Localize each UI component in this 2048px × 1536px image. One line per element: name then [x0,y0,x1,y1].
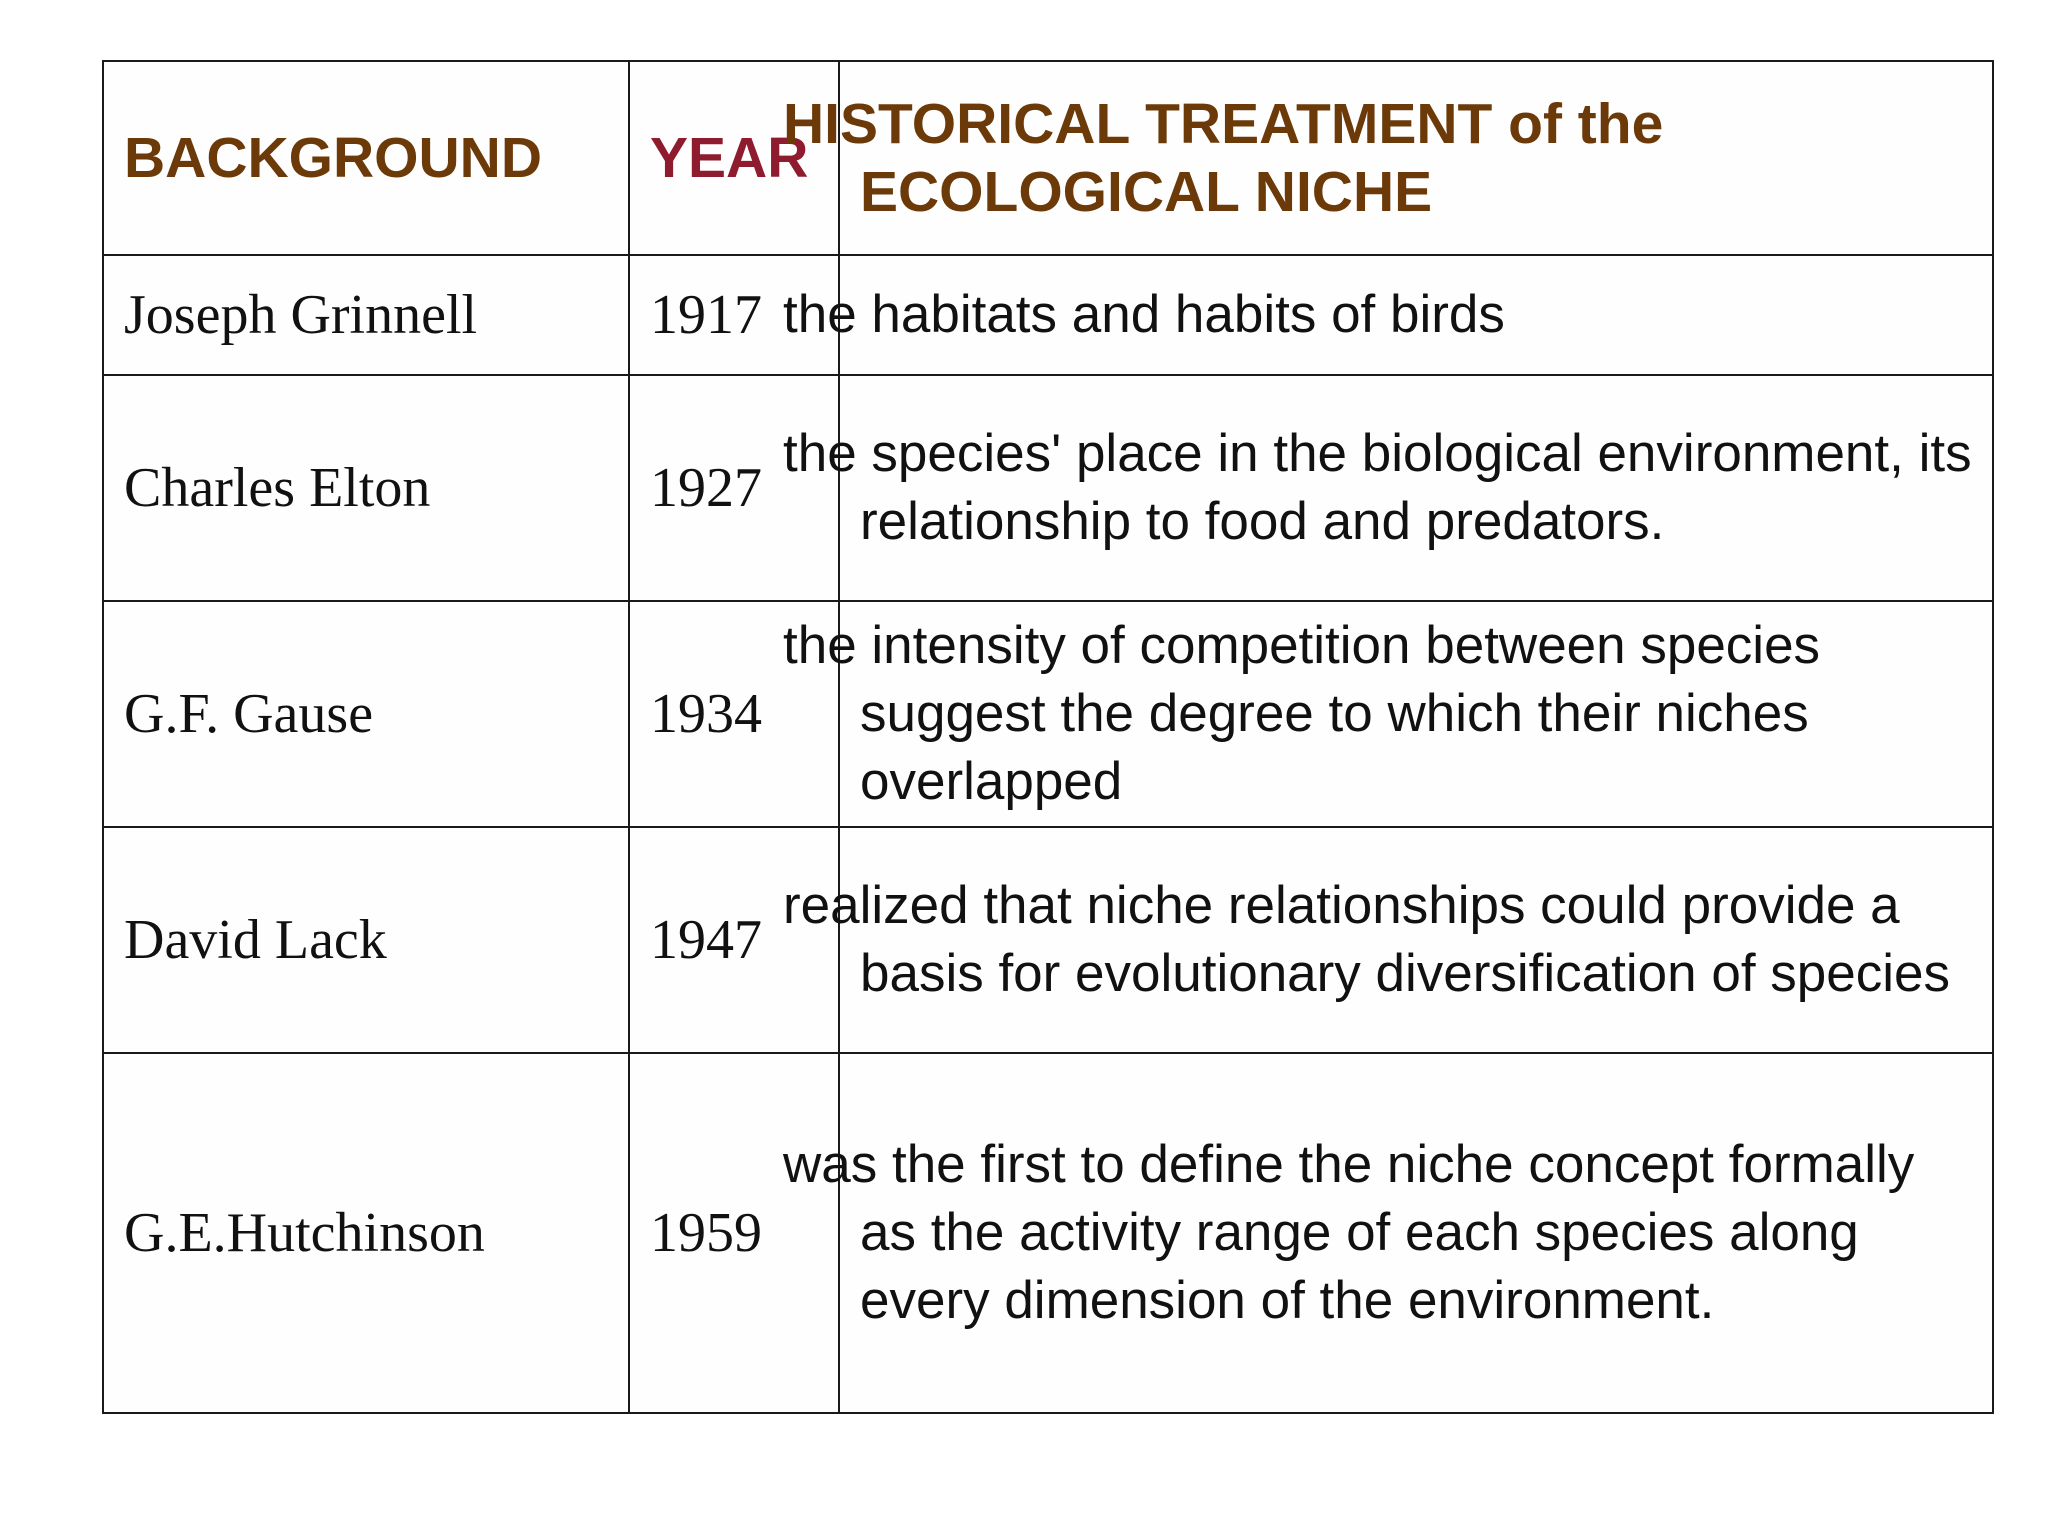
year-cell: 1934 [629,601,839,827]
year-cell: 1917 [629,255,839,375]
table-row [103,601,1993,827]
table-row [103,827,1993,1053]
niche-history-table [102,60,1994,1414]
table-row [103,375,1993,601]
scientist-name: G.E.Hutchinson [103,1053,629,1413]
column-header-background: BACKGROUND [103,61,629,255]
scientist-name: David Lack [103,827,629,1053]
scientist-name: Joseph Grinnell [103,255,629,375]
year-cell: 1947 [629,827,839,1053]
treatment-description: the species' place in the biological environment, its relationship to food and predators. [839,375,1993,601]
treatment-description: realized that niche relationships could provide a basis for evolutionary diversification of species [839,827,1993,1053]
column-header-treatment: HISTORICAL TREATMENT of the ECOLOGICAL NICHE [839,61,1993,255]
table-header-row [103,61,1993,255]
year-cell: 1959 [629,1053,839,1413]
table-row [103,255,1993,375]
table-row [103,1053,1993,1413]
scientist-name: G.F. Gause [103,601,629,827]
treatment-description: the intensity of competition between species suggest the degree to which their niches overlapped [839,601,1993,827]
treatment-description: was the first to define the niche concept formally as the activity range of each species along every dimension of the environment. [839,1053,1993,1413]
column-header-year: YEAR [629,61,839,255]
treatment-description: the habitats and habits of birds [839,255,1993,375]
year-cell: 1927 [629,375,839,601]
scientist-name: Charles Elton [103,375,629,601]
